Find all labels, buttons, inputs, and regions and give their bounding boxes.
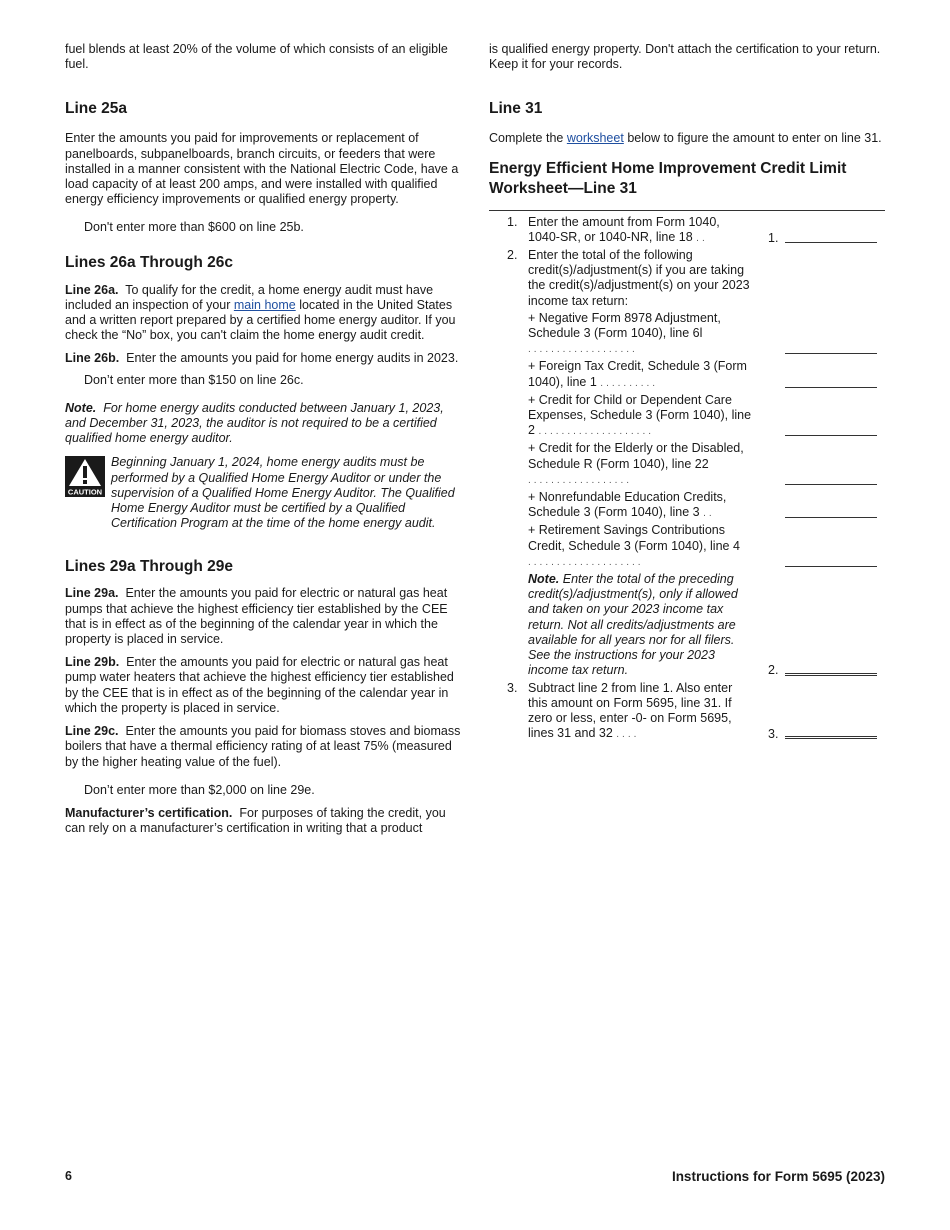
note-text: For home energy audits conducted between January 1, 2023, and December 31, 2023, the auditor is not required to be a certified qualified home energy auditor. <box>65 400 444 446</box>
worksheet-note-label: Note. <box>528 572 560 587</box>
subitem-answer-field[interactable] <box>785 434 877 436</box>
line-29a-text: Enter the amounts you paid for electric or natural gas heat pumps that achieve the highest efficiency tier established by the CEE that is in effect as of the beginning of the calendar year in which the property is placed in service. <box>65 586 448 647</box>
line-3-answer-field[interactable] <box>785 736 877 739</box>
intro-paragraph: fuel blends at least 20% of the volume of which consists of an eligible fuel. <box>65 42 448 72</box>
subitem-answer-field[interactable] <box>785 386 877 388</box>
worksheet-link[interactable]: worksheet <box>566 131 624 146</box>
line-31-text-1: Complete the <box>489 131 564 146</box>
subitem-text: + Nonrefundable Education Credits, Schedule 3 (Form 1040), line 3 <box>528 490 727 520</box>
caution-block <box>65 455 463 531</box>
worksheet-line-1 <box>489 215 885 246</box>
line-26a-text-2: located in the United States and a written report prepared by a certified home energy auditor. If you check the “No” box, you can't claim the home energy audit credit. <box>65 297 456 343</box>
page-number: 6 <box>65 1169 72 1183</box>
subitem-answer-field[interactable] <box>785 483 877 485</box>
line-26a-label: Line 26a. <box>65 282 119 297</box>
caution-label: CAUTION <box>67 487 103 497</box>
line-26a-paragraph <box>65 283 463 344</box>
line-25a-text: Enter the amounts you paid for improvements or replacement of panelboards, subpanelboards, branch circuits, or feeders that were installed in a manner consistent with the National Electric Code, have a load capacity of at least 200 amps, and were installed with qualified energy efficiency improvements or qualified energy property. <box>65 131 459 207</box>
caution-text: Beginning January 1, 2024, home energy audits must be performed by a Qualified Home Energy Auditor or under the supervision of a Qualified Home Energy Auditor. The Qualified Home Energy Auditor must be certified by a Qualified Certification Program at the time of the home energy audit. <box>111 455 455 531</box>
line-29c-paragraph <box>65 724 463 770</box>
line-29c-label: Line 29c. <box>65 724 119 739</box>
line-1-text: Enter the amount from Form 1040, 1040-SR, or 1040-NR, line 18 <box>528 214 720 244</box>
line-1-box-label: 1. <box>768 230 779 245</box>
subitem-text: + Credit for the Elderly or the Disabled, Schedule R (Form 1040), line 22 <box>528 441 744 471</box>
main-home-link[interactable]: main home <box>233 297 296 312</box>
line-26-note <box>65 401 463 447</box>
document-title: Instructions for Form 5695 (2023) <box>671 1169 885 1184</box>
line-26a-text-1: To qualify for the credit, a home energy audit must have included an inspection of your <box>65 282 434 312</box>
manufacturer-text: For purposes of taking the credit, you can rely on a manufacturer’s certification in writing that a product <box>65 805 446 836</box>
subitem-text: + Foreign Tax Credit, Schedule 3 (Form 1040), line 1 <box>528 359 747 389</box>
line-31-text <box>489 131 885 146</box>
worksheet-subitem: + Retirement Savings Contributions Credit, Schedule 3 (Form 1040), line 4 .................... <box>489 523 885 570</box>
line-26c-limit: Don’t enter more than $150 on line 26c. <box>84 372 304 387</box>
worksheet-divider <box>489 210 885 211</box>
line-29a-label: Line 29a. <box>65 586 119 601</box>
line-29b-paragraph <box>65 655 463 716</box>
line-1-answer-field[interactable] <box>785 241 877 243</box>
line-2-text: Enter the total of the following credit(s)/adjustment(s) if you are taking the credit(s)/adjustment(s) on your 2023 income tax return: <box>528 248 750 308</box>
line-31-text-2: below to figure the amount to enter on line 31. <box>627 131 882 146</box>
line-3-number: 3. <box>507 680 518 695</box>
worksheet-title: Energy Efficient Home Improvement Credit Limit Worksheet—Line 31 <box>489 159 847 197</box>
line-26-heading: Lines 26a Through 26c <box>65 253 233 271</box>
worksheet-subitem: + Credit for Child or Dependent Care Expenses, Schedule 3 (Form 1040), line 2 .................... <box>489 393 885 440</box>
line-25b-limit: Don't enter more than $600 on line 25b. <box>84 220 304 235</box>
worksheet-subitem: + Foreign Tax Credit, Schedule 3 (Form 1040), line 1 .......... <box>489 359 885 390</box>
left-column <box>65 42 463 836</box>
right-intro: is qualified energy property. Don't attach the certification to your return. Keep it for your records. <box>489 42 881 72</box>
worksheet-note-text: Enter the total of the preceding credit(s)/adjustment(s), only if allowed and taken on your 2023 income tax return. Not all credits/adjustments are available for all years nor for all filers. See the instructions for your 2023 income tax return. <box>528 572 738 678</box>
subitem-text: + Credit for Child or Dependent Care Expenses, Schedule 3 (Form 1040), line 2 <box>528 392 752 438</box>
subitem-answer-field[interactable] <box>785 352 877 354</box>
line-25a-heading: Line 25a <box>65 100 128 118</box>
line-3-box-label: 3. <box>768 727 779 742</box>
line-29e-limit: Don’t enter more than $2,000 on line 29e. <box>84 782 315 797</box>
line-29a-paragraph <box>65 586 463 647</box>
note-label: Note. <box>65 400 97 415</box>
worksheet-subitem: + Negative Form 8978 Adjustment, Schedule 3 (Form 1040), line 6l ................... <box>489 311 885 358</box>
line-26b-paragraph <box>65 351 463 366</box>
line-31-heading: Line 31 <box>489 100 543 118</box>
worksheet-subitem: + Credit for the Elderly or the Disabled, Schedule R (Form 1040), line 22 .................. <box>489 441 885 488</box>
line-29b-label: Line 29b. <box>65 655 120 670</box>
line-29c-text: Enter the amounts you paid for biomass stoves and biomass boilers that have a thermal efficiency rating of at least 75% (measured by the higher heating value of the fuel). <box>65 724 461 769</box>
worksheet-line-3: 3. Subtract line 2 from line 1. Also enter this amount on Form 5695, line 31. If zero or less, enter -0- on Form 5695, lines 31 and 32 .... 3. <box>489 681 885 743</box>
caution-icon <box>65 456 105 497</box>
subitem-text: + Negative Form 8978 Adjustment, Schedule 3 (Form 1040), line 6l <box>528 310 721 341</box>
worksheet-line-2-total <box>489 572 885 678</box>
worksheet-subitem: + Nonrefundable Education Credits, Schedule 3 (Form 1040), line 3 .. <box>489 490 885 521</box>
line-2-answer-field[interactable] <box>785 673 877 676</box>
line-3-text: Subtract line 2 from line 1. Also enter this amount on Form 5695, line 31. If zero or less, enter -0- on Form 5695, lines 31 and 32 <box>528 680 733 741</box>
subitem-text: + Retirement Savings Contributions Credit, Schedule 3 (Form 1040), line 4 <box>528 523 740 553</box>
line-29-heading: Lines 29a Through 29e <box>65 558 233 576</box>
line-1-number: 1. <box>507 214 518 229</box>
line-2-box-label: 2. <box>768 663 779 678</box>
leader-dots: .. <box>696 232 708 244</box>
line-2-number: 2. <box>507 248 518 263</box>
line-29b-text: Enter the amounts you paid for electric or natural gas heat pump water heaters that achieve the highest efficiency tier established by the CEE that is in effect as of the beginning of the calendar year in which the property is placed in service. <box>65 655 454 715</box>
line-26b-label: Line 26b. <box>65 351 120 366</box>
subitem-answer-field[interactable] <box>785 565 877 567</box>
manufacturer-label: Manufacturer’s certification. <box>65 805 233 820</box>
subitem-answer-field[interactable] <box>785 516 877 518</box>
manufacturer-certification <box>65 806 463 836</box>
line-26b-text: Enter the amounts you paid for home energy audits in 2023. <box>126 351 459 366</box>
worksheet-line-2-intro <box>489 248 885 309</box>
right-column <box>489 42 885 744</box>
worksheet <box>489 215 885 743</box>
